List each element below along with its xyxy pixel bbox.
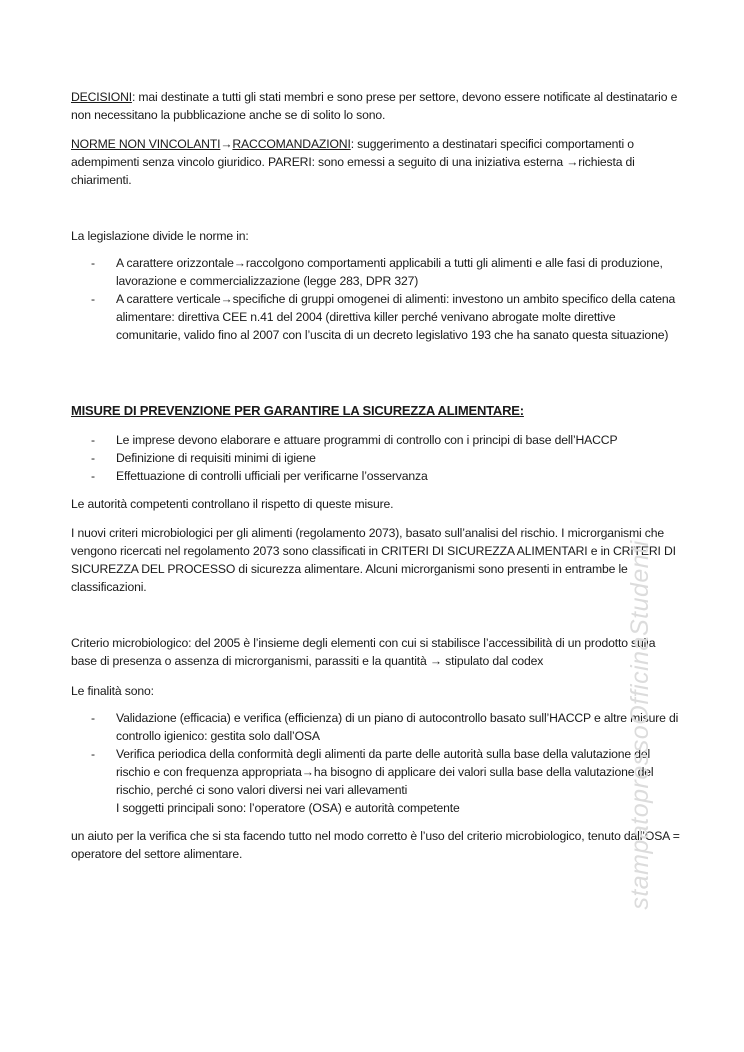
dash-bullet: - (91, 256, 95, 270)
term-decisioni: DECISIONI (71, 90, 132, 104)
finalita-intro: Le finalità sono: (71, 684, 154, 698)
paragraph-decisioni (71, 88, 681, 124)
list-item-text: Definizione di requisiti minimi di igiene (116, 451, 316, 465)
list-item-text: A carattere orizzontale→raccolgono comportamenti applicabili a tutti gli alimenti e alle fasi di produzione, lavorazione e commercializzazione (legge 283, DPR 327) (116, 256, 663, 288)
decisioni-text: : mai destinate a tutti gli stati membri e sono prese per settore, devono essere notificate al destinatario e non necessitano la pubblicazione anche se di solito lo sono. (71, 90, 678, 122)
list-item-text: Validazione (efficacia) e verifica (efficienza) di un piano di autocontrollo basato sull’HACCP e altre misure di controllo igienico: gestita solo dall’OSA (116, 711, 679, 743)
dash-bullet: - (91, 451, 95, 465)
dash-bullet: - (91, 433, 95, 447)
list-item-text: Verifica periodica della conformità degli alimenti da parte delle autorità sulla base della valutazione del rischio e con frequenza appropriata→ha bisogno di applicare dei valori sulla base della valutazione del rischio, perché ci sono valori diversi nei vari allevamenti (116, 747, 654, 797)
legislazione-intro: La legislazione divide le norme in: (71, 229, 249, 243)
list-item (71, 745, 681, 799)
list-item-continuation (71, 799, 681, 817)
soggetti-text: I soggetti principali sono: l’operatore (OSA) e autorità competente (116, 801, 460, 815)
list-item-text: A carattere verticale→specifiche di gruppi omogenei di alimenti: investono un ambito specifico della catena alimentare: direttiva CEE n.41 del 2004 (direttiva killer perché venivano abrogate molte direttive comunitarie, valido fino al 2007 con l’uscita di un decreto legislativo 193 che ha sanato questa situazione) (116, 292, 676, 342)
list-item (71, 709, 681, 745)
section-heading-misure: MISURE DI PREVENZIONE PER GARANTIRE LA SICUREZZA ALIMENTARE: (71, 403, 524, 418)
finalita-list (71, 709, 681, 817)
list-item (71, 449, 681, 467)
term-raccomandazioni: RACCOMANDAZIONI (232, 137, 351, 151)
paragraph-criterio-microbiologico: Criterio microbiologico: del 2005 è l’insieme degli elementi con cui si stabilisce l’accessibilità di un prodotto sulla base di presenza o assenza di microrganismi, parassiti e la quantità → stipulato dal codex (71, 636, 656, 668)
list-item (71, 467, 681, 485)
paragraph-criteri: I nuovi criteri microbiologici per gli alimenti (regolamento 2073), basato sull’analisi del rischio. I microrganismi che vengono ricercati nel regolamento 2073 sono classificati in CRITERI DI SICUREZZA ALIMENTARI e in CRITERI DI SICUREZZA DEL PROCESSO di sicurezza alimentare. Alcuni microrganismi sono presenti in entrambe le classificazioni. (71, 526, 676, 594)
arrow-icon: → (220, 137, 233, 151)
legislazione-list (71, 254, 681, 344)
watermark: stampatopressoOfficinaStudenti (626, 540, 654, 910)
list-item (71, 431, 681, 449)
dash-bullet: - (91, 711, 95, 725)
list-item (71, 290, 681, 344)
dash-bullet: - (91, 747, 95, 761)
misure-list (71, 431, 681, 485)
norme-text: : suggerimento a destinatari specifici comportamenti o adempimenti senza vincolo giuridico. PARERI: sono emessi a seguito di una iniziativa esterna →richiesta di chiarimenti. (71, 137, 635, 187)
dash-bullet: - (91, 292, 95, 306)
list-item-text: Effettuazione di controlli ufficiali per verificarne l’osservanza (116, 469, 428, 483)
paragraph-conclusione: un aiuto per la verifica che si sta facendo tutto nel modo corretto è l’uso del criterio microbiologico, tenuto dall’OSA = operatore del settore alimentare. (71, 829, 680, 861)
dash-bullet: - (91, 469, 95, 483)
paragraph-norme-non-vincolanti (71, 135, 681, 189)
list-item-text: Le imprese devono elaborare e attuare programmi di controllo con i principi di base dell’HACCP (116, 433, 618, 447)
list-item (71, 254, 681, 290)
misure-after: Le autorità competenti controllano il rispetto di queste misure. (71, 497, 394, 511)
term-norme-non-vincolanti: NORME NON VINCOLANTI (71, 137, 221, 151)
